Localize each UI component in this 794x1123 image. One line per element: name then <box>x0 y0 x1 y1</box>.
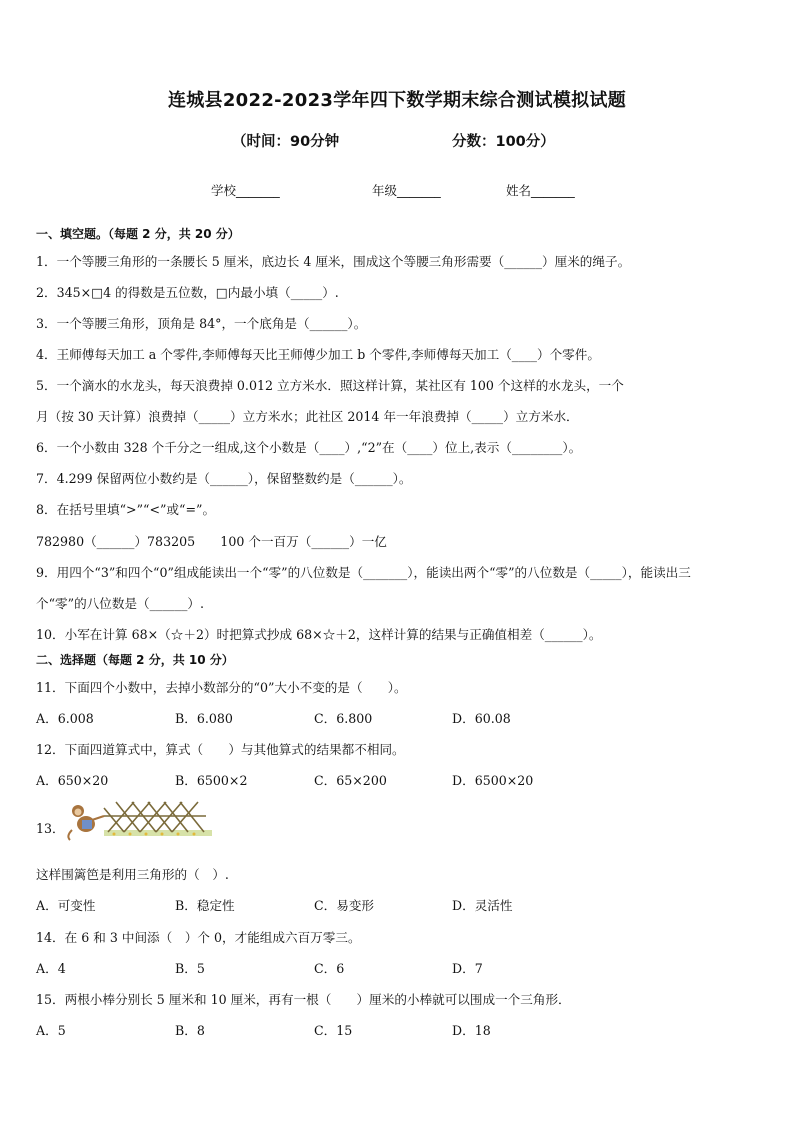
question-4: 4．王师傅每天加工 a 个零件,李师傅每天比王师傅少加工 b 个零件,李师傅每天加工（____）个零件。 <box>36 347 600 362</box>
q13-option-d: D．灵活性 <box>452 898 513 913</box>
question-9-line-2: 个“零”的八位数是（______）. <box>36 596 205 611</box>
question-2: 2．345×□4 的得数是五位数，□内最小填（_____）. <box>36 285 339 300</box>
question-6: 6．一个小数由 328 个千分之一组成,这个小数是（____）,“2”在（____）位上,表示（________）。 <box>36 440 582 455</box>
question-7: 7．4.299 保留两位小数约是（______），保留整数约是（______）。 <box>36 471 412 486</box>
exam-title: 连城县2022-2023学年四下数学期末综合测试模拟试题 <box>167 90 627 111</box>
grade-field: 年级_______ <box>372 183 441 198</box>
q14-option-c: C．6 <box>314 961 345 976</box>
q13-option-b: B．稳定性 <box>175 898 235 913</box>
q15-option-a: A．5 <box>36 1023 66 1038</box>
fence-poles <box>104 802 206 832</box>
question-9-line-1: 9．用四个“3”和四个“0”组成能读出一个“零”的八位数是（_______），能读出两个“零”的八位数是（_____），能读出三 <box>36 565 691 580</box>
q12-option-b: B．6500×2 <box>175 773 248 788</box>
q12-option-c: C．65×200 <box>314 773 387 788</box>
question-5-line-2: 月（按 30 天计算）浪费掉（_____）立方米水；此社区 2014 年一年浪费掉（_____）立方米水． <box>36 409 579 424</box>
score-label: 分数：100分） <box>452 134 555 150</box>
question-13: 这样围篱笆是利用三角形的（ ）. <box>36 867 229 882</box>
school-field: 学校_______ <box>211 183 280 198</box>
q11-option-d: D．60.08 <box>452 711 511 726</box>
q11-option-c: C．6.800 <box>314 711 373 726</box>
section-header-choice: 二、选择题（每题 2 分，共 10 分） <box>36 653 234 667</box>
q11-option-a: A．6.008 <box>36 711 94 726</box>
question-8-items: 782980（______）783205 100 个一百万（______）一亿 <box>36 534 387 549</box>
question-5-line-1: 5．一个滴水的水龙头，每天浪费掉 0.012 立方米水．照这样计算，某社区有 100 个这样的水龙头，一个 <box>36 378 624 393</box>
q14-option-b: B．5 <box>175 961 205 976</box>
q12-option-a: A．650×20 <box>36 773 109 788</box>
q14-option-d: D．7 <box>452 961 483 976</box>
name-field: 姓名_______ <box>506 183 575 198</box>
question-13-number: 13． <box>36 821 65 836</box>
section-header-fill-blank: 一、填空题。（每题 2 分，共 20 分） <box>36 227 240 241</box>
question-8: 8．在括号里填“>”“<”或“=”。 <box>36 502 216 517</box>
q15-option-c: C．15 <box>314 1023 353 1038</box>
q11-option-b: B．6.080 <box>175 711 233 726</box>
fence-illustration <box>64 796 214 842</box>
question-11: 11．下面四个小数中，去掉小数部分的“0”大小不变的是（ ）。 <box>36 680 407 695</box>
question-12: 12．下面四道算式中，算式（ ）与其他算式的结果都不相同。 <box>36 742 405 757</box>
monkey-icon <box>68 805 104 840</box>
q15-option-b: B．8 <box>175 1023 205 1038</box>
question-1: 1．一个等腰三角形的一条腰长 5 厘米，底边长 4 厘米，围成这个等腰三角形需要（______）厘米的绳子。 <box>36 254 631 269</box>
question-3: 3．一个等腰三角形，顶角是 84°，一个底角是（______）。 <box>36 316 367 331</box>
question-14: 14．在 6 和 3 中间添（ ）个 0，才能组成六百万零三。 <box>36 930 361 945</box>
time-label: （时间：90分钟 <box>232 134 340 150</box>
q13-option-a: A．可变性 <box>36 898 96 913</box>
q12-option-d: D．6500×20 <box>452 773 534 788</box>
q13-option-c: C．易变形 <box>314 898 375 913</box>
question-15: 15．两根小棒分别长 5 厘米和 10 厘米，再有一根（ ）厘米的小棒就可以围成一个三角形． <box>36 992 571 1007</box>
q15-option-d: D．18 <box>452 1023 491 1038</box>
question-10: 10．小军在计算 68×（☆＋2）时把算式抄成 68×☆＋2，这样计算的结果与正确值相差（______）。 <box>36 627 602 642</box>
q14-option-a: A．4 <box>36 961 66 976</box>
